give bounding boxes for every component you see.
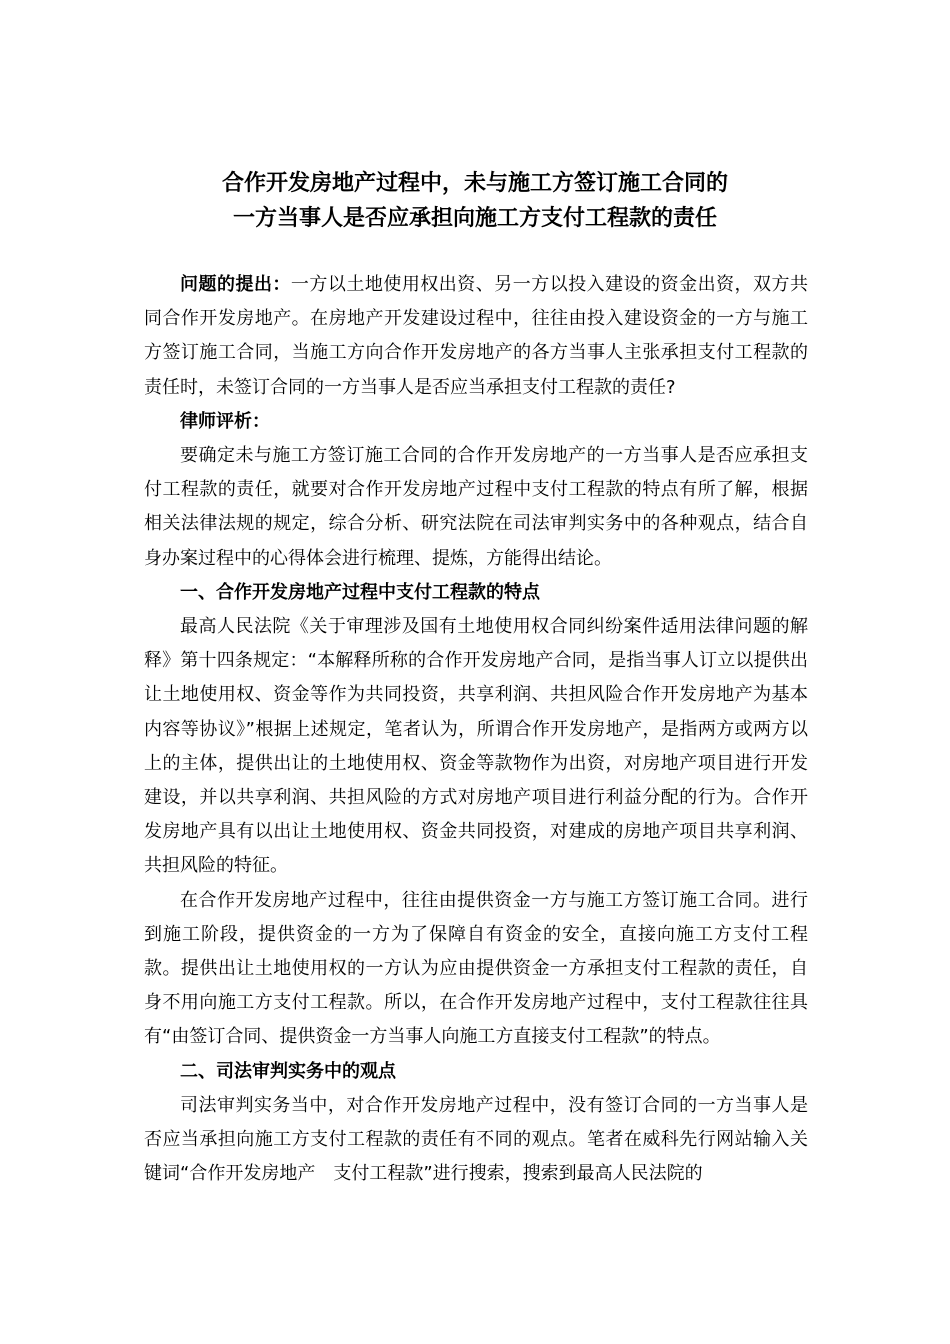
document-title-line-1: 合作开发房地产过程中，未与施工方签订施工合同的 (221, 171, 728, 196)
section-2-heading: 二、司法审判实务中的观点 (180, 1060, 396, 1082)
document-title-line-2: 一方当事人是否应承担向施工方支付工程款的责任 (232, 206, 717, 231)
question-label: 问题的提出： (180, 274, 291, 295)
analysis-label: 律师评析： (180, 410, 270, 432)
section-1-paragraph-2: 在合作开发房地产过程中，往往由提供资金一方与施工方签订施工合同。进行到施工阶段，提供资金的一方为了保障自有资金的安全，直接向施工方支付工程款。提供出让土地使用权的一方认为应由提供资金一方承担支付工程款的责任，自身不用向施工方支付工程款。所以，在合作开发房地产过程中，支付工程款往往具有“由签订合同、提供资金一方当事人向施工方直接支付工程款”的特点。 (144, 889, 808, 1048)
analysis-paragraph: 要确定未与施工方签订施工合同的合作开发房地产的一方当事人是否应承担支付工程款的责任，就要对合作开发房地产过程中支付工程款的特点有所了解，根据相关法律法规的规定，综合分析、研究法院在司法审判实务中的各种观点，结合自身办案过程中的心得体会进行梳理、提炼，方能得出结论。 (144, 445, 808, 569)
section-2-paragraph-1: 司法审判实务当中，对合作开发房地产过程中，没有签订合同的一方当事人是否应当承担向施工方支付工程款的责任有不同的观点。笔者在威科先行网站输入关键词“合作开发房地产 支付工程款”进行搜索，搜索到最高人民法院的 (144, 1094, 808, 1185)
question-paragraph (144, 268, 808, 405)
section-1-paragraph-1: 最高人民法院《关于审理涉及国有土地使用权合同纠纷案件适用法律问题的解释》第十四条规定：“本解释所称的合作开发房地产合同，是指当事人订立以提供出让土地使用权、资金等作为共同投资，共享利润、共担风险合作开发房地产为基本内容等协议》”根据上述规定，笔者认为，所谓合作开发房地产，是指两方或两方以上的主体，提供出让的土地使用权、资金等款物作为出资，对房地产项目进行开发建设，并以共享利润、共担风险的方式对房地产项目进行利益分配的行为。合作开发房地产具有以出让土地使用权、资金共同投资，对建成的房地产项目共享利润、共担风险的特征。 (144, 616, 808, 877)
question-text: 一方以土地使用权出资、另一方以投入建设的资金出资，双方共同合作开发房地产。在房地产开发建设过程中，往往由投入建设资金的一方与施工方签订施工合同，当施工方向合作开发房地产的各方当事人主张承担支付工程款的责任时，未签订合同的一方当事人是否应当承担支付工程款的责任? (144, 274, 809, 398)
section-1-heading: 一、合作开发房地产过程中支付工程款的特点 (180, 581, 540, 603)
document-body (144, 268, 808, 1191)
